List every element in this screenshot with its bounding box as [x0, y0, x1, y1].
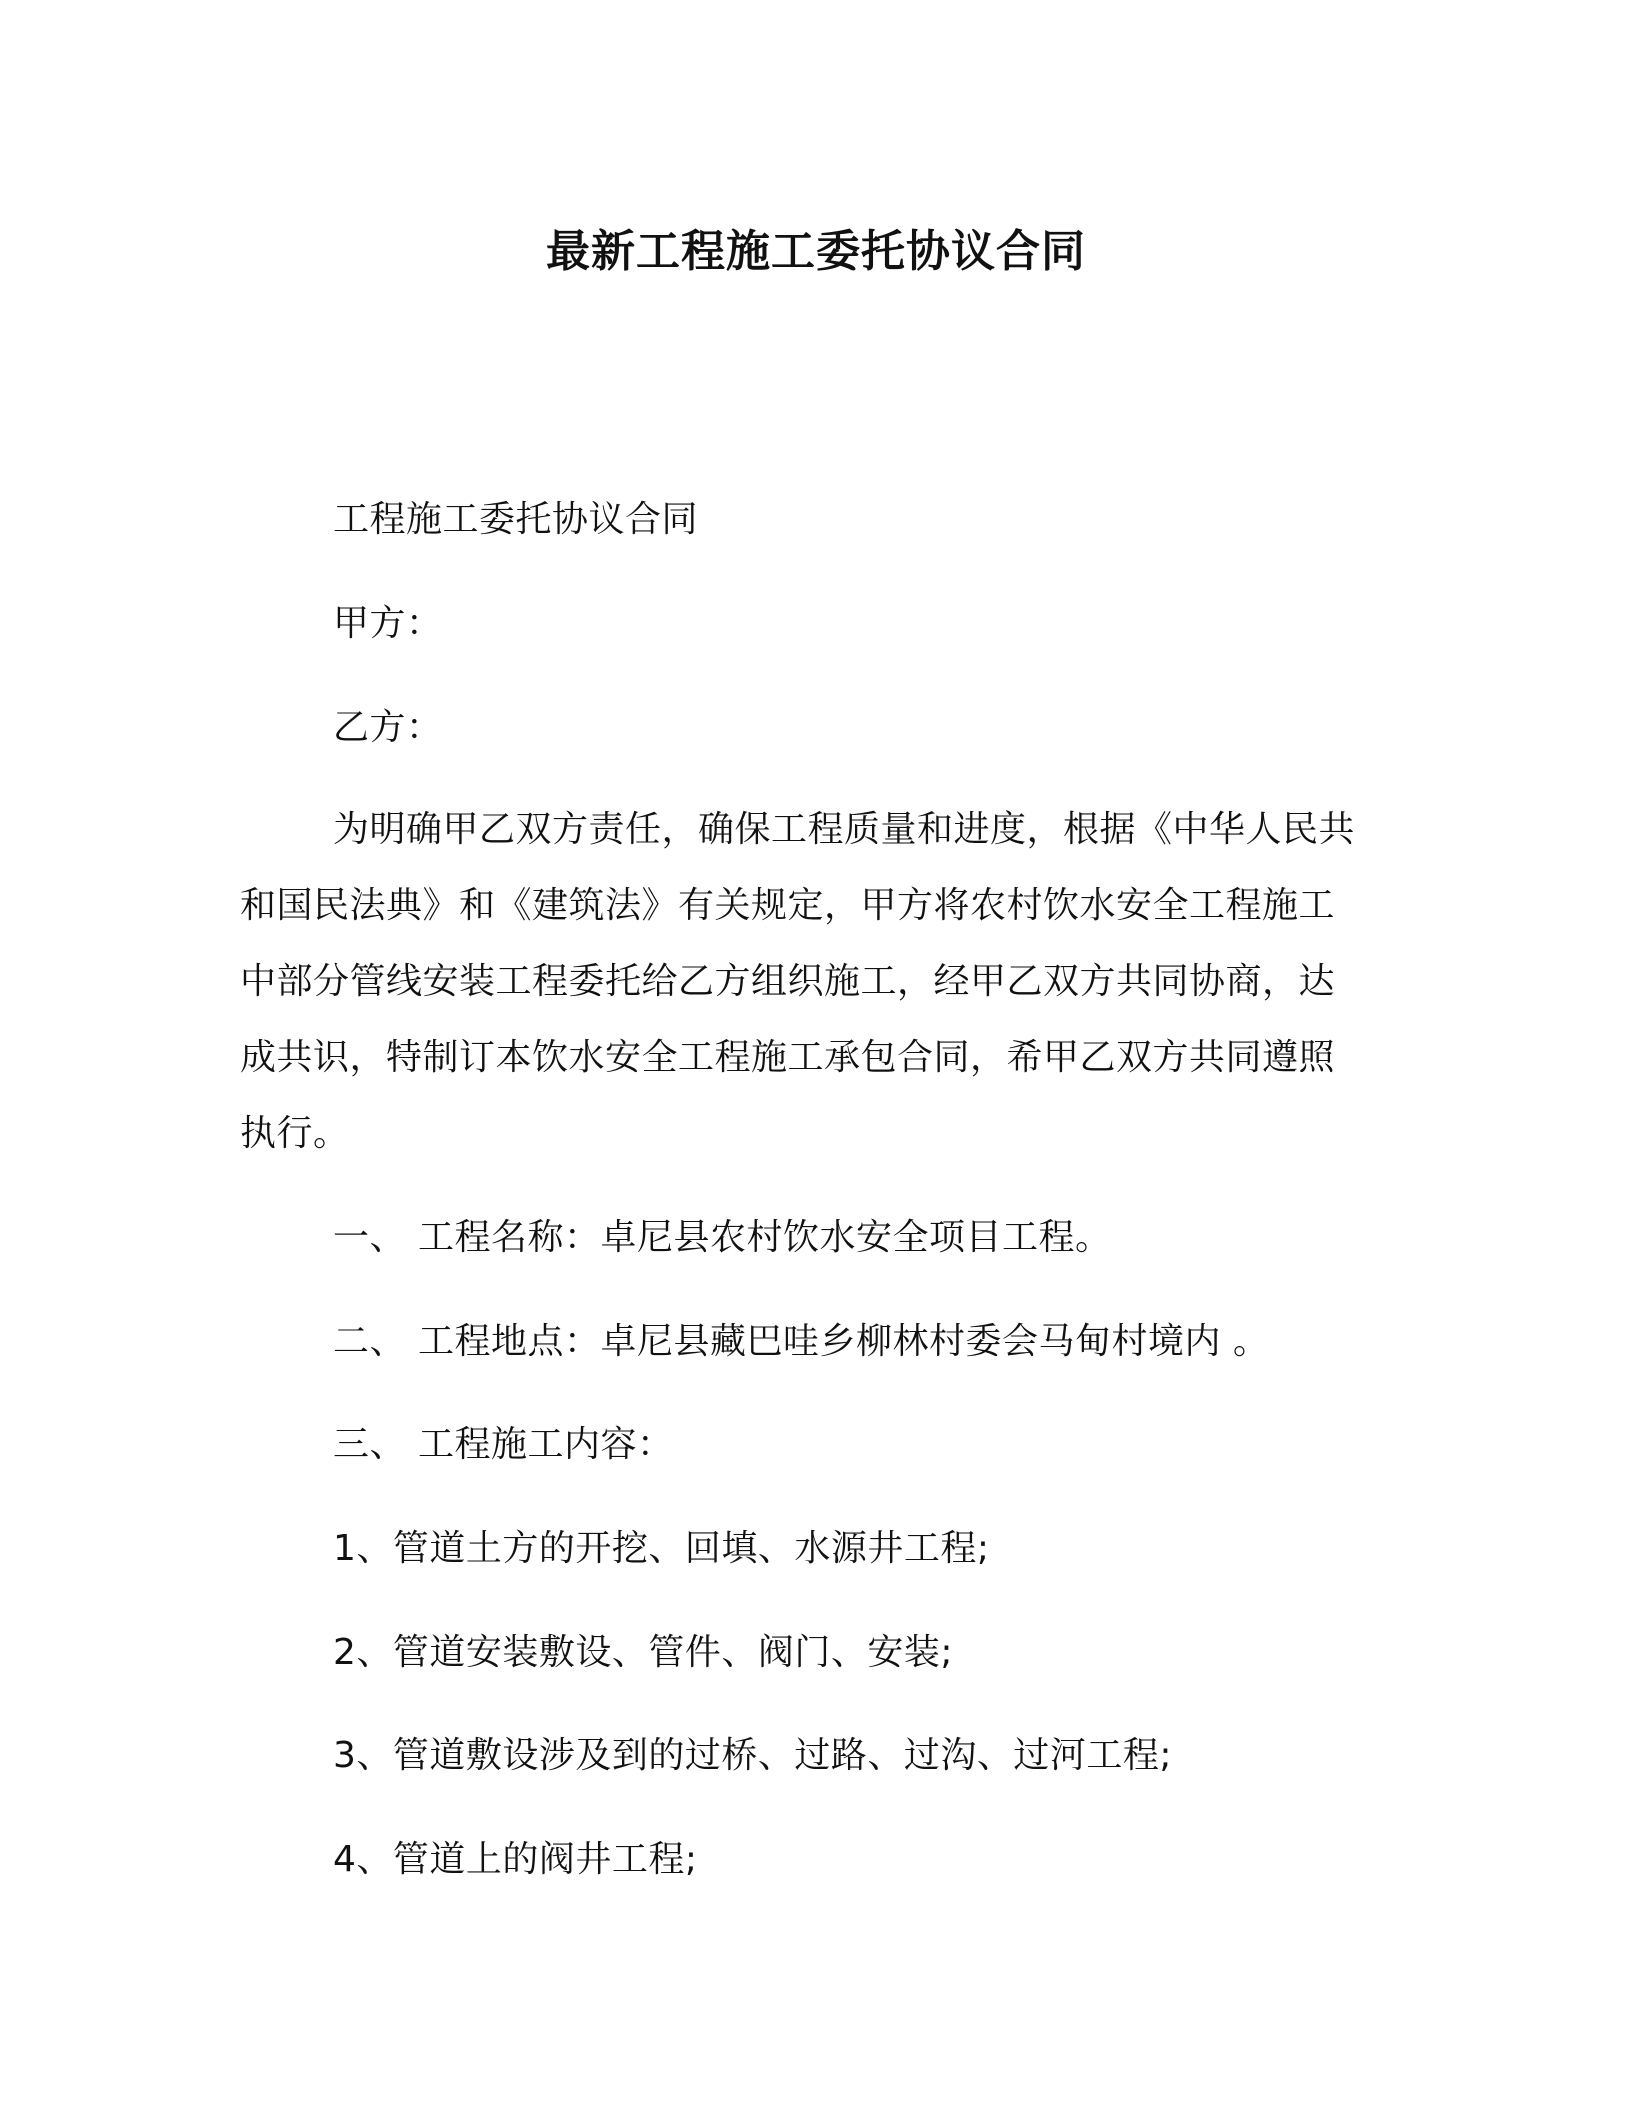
document-title: 最新工程施工委托协议合同	[546, 226, 1086, 277]
content-item: 3、管道敷设涉及到的过桥、过路、过沟、过河工程;	[333, 1735, 1173, 1776]
party-a-label: 甲方：	[333, 603, 443, 644]
party-b-label: 乙方：	[333, 707, 443, 748]
preamble-line: 执行。	[240, 1113, 350, 1154]
preamble-line: 中部分管线安装工程委托给乙方组织施工，经甲乙双方共同协商，达	[240, 961, 1336, 1002]
preamble-line: 成共识，特制订本饮水安全工程施工承包合同，希甲乙双方共同遵照	[240, 1037, 1336, 1078]
section-project-name: 一、 工程名称：卓尼县农村饮水安全项目工程。	[333, 1217, 1112, 1258]
content-item: 1、管道土方的开挖、回填、水源井工程;	[333, 1528, 990, 1569]
preamble-line: 和国民法典》和《建筑法》有关规定，甲方将农村饮水安全工程施工	[240, 885, 1336, 926]
contract-subtitle: 工程施工委托协议合同	[333, 499, 699, 540]
section-construction-content: 三、 工程施工内容：	[333, 1424, 674, 1465]
content-item: 2、管道安装敷设、管件、阀门、安装;	[333, 1632, 954, 1673]
preamble-line: 为明确甲乙双方责任，确保工程质量和进度，根据《中华人民共	[333, 809, 1356, 850]
section-project-location: 二、 工程地点：卓尼县藏巴哇乡柳林村委会马甸村境内 。	[333, 1321, 1270, 1362]
content-item: 4、管道上的阀井工程;	[333, 1839, 698, 1880]
